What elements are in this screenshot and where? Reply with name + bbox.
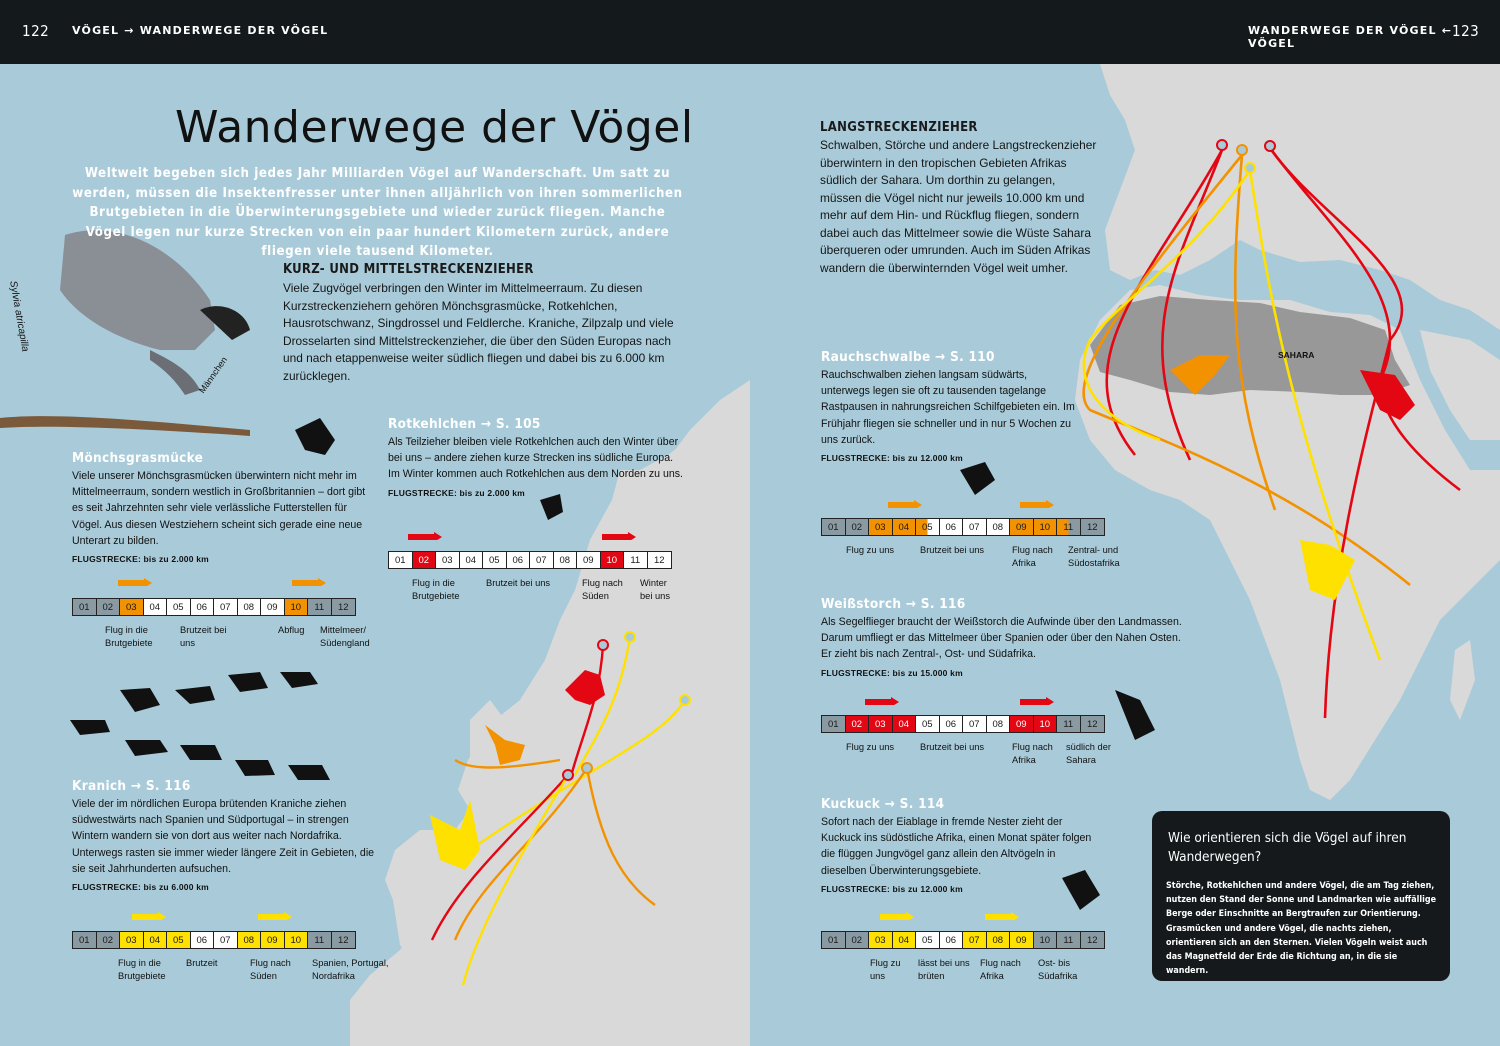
section-kranich [72, 778, 377, 892]
month-strip [72, 931, 356, 949]
lang-text: Schwalben, Störche und andere Langstreckenzieher überwintern in den tropischen Gebieten Afrikas südlich der Sahara. Um dorthin zu gelangen, müssen die Vögel nicht nur jeweils 10.000 km und mehr auf dem Hin- und Rückflug fliegen, sondern dabei auch das Mittelmeer sowie die Wüste Sahara überqueren oder umrunden. Auch im Süden Afrikas wandern die überwinternden Vögel weit umher. [820, 138, 1097, 275]
month-cell: 09 [1010, 519, 1034, 535]
kranich-legend-4: Spanien, Portugal, Nordafrika [312, 958, 389, 981]
sahara-region [1090, 296, 1410, 395]
calendar-moench [72, 598, 356, 616]
month-cell: 10 [285, 599, 309, 615]
kuckuck-title: Kuckuck → S. 114 [821, 796, 945, 812]
storch-flugstrecke: FLUGSTRECKE: bis zu 15.000 km [821, 667, 963, 678]
month-cell: 05 [916, 519, 940, 535]
month-cell: 02 [413, 552, 437, 568]
month-cell: 07 [963, 716, 987, 732]
rotkehl-legend-2: Brutzeit bei uns [486, 578, 551, 588]
arrow-storch-1 [865, 697, 899, 705]
section-moench [72, 450, 367, 564]
month-cell: 04 [144, 932, 168, 948]
month-cell: 09 [261, 599, 285, 615]
section-rotkehl [388, 416, 683, 498]
month-cell: 02 [97, 932, 121, 948]
month-cell: 07 [963, 932, 987, 948]
month-cell: 11 [308, 599, 332, 615]
info-text: Störche, Rotkehlchen und andere Vögel, die am Tag ziehen, nutzen den Stand der Sonne und Landmarken wie auffällige Berge oder Einschnitte an Bergtraufen zur Orientierung. Grasmücken und andere Vögel, die nachts ziehen, orientieren sich an den Sternen. Vielen Vögeln weist auch das Magnetfeld der Erde die Richtung an, in die sie wandern. [1166, 881, 1437, 977]
month-cell: 04 [893, 519, 917, 535]
top-bar [0, 0, 1500, 64]
madagascar [1450, 640, 1475, 720]
month-cell: 02 [97, 599, 121, 615]
month-strip [72, 598, 356, 616]
month-cell: 12 [332, 932, 356, 948]
month-cell: 10 [285, 932, 309, 948]
rotkehl-legend-4: Winter bei uns [640, 578, 670, 601]
calendar-rauch [821, 518, 1105, 536]
calendar-rotkehl [388, 551, 672, 569]
month-cell: 08 [987, 519, 1011, 535]
arrow-kuckuck-1 [880, 912, 914, 920]
section-kuckuck [821, 796, 1101, 894]
page-number-right: 123 [1452, 22, 1480, 40]
month-cell: 07 [963, 519, 987, 535]
month-cell: 11 [1057, 519, 1081, 535]
storch-text: Als Segelflieger braucht der Weißstorch die Aufwinde über den Landmassen. Darum umfliegt er das Mittelmeer über Spanien oder über den Nahen Osten. Er zieht bis nach Zentral-, Ost- und Südafrika. [821, 616, 1182, 661]
sahara-label: SAHARA [1278, 350, 1315, 360]
month-cell: 01 [389, 552, 413, 568]
arrow-rotkehl-2 [602, 532, 636, 540]
month-cell: 08 [238, 932, 262, 948]
arrow-rauch-1 [888, 500, 922, 508]
month-cell: 08 [554, 552, 578, 568]
month-cell: 07 [530, 552, 554, 568]
month-cell: 05 [167, 932, 191, 948]
month-cell: 08 [987, 716, 1011, 732]
storch-legend-3: Flug nach Afrika [1012, 742, 1053, 765]
kuckuck-flugstrecke: FLUGSTRECKE: bis zu 12.000 km [821, 883, 963, 894]
rauch-title: Rauchschwalbe → S. 110 [821, 349, 995, 365]
page-number-left: 122 [22, 22, 50, 40]
month-cell: 12 [1081, 716, 1105, 732]
month-cell: 09 [577, 552, 601, 568]
kranich-legend-2: Brutzeit [186, 958, 218, 968]
info-box [1152, 811, 1450, 981]
section-storch [821, 596, 1186, 678]
rauch-flugstrecke: FLUGSTRECKE: bis zu 12.000 km [821, 453, 963, 464]
month-cell: 10 [601, 552, 625, 568]
kuckuck-legend-1: Flug zu uns [870, 958, 901, 981]
breadcrumb-right: WANDERWEGE DER VÖGEL ← VÖGEL [1248, 24, 1453, 50]
month-cell: 09 [261, 932, 285, 948]
month-cell: 05 [483, 552, 507, 568]
rotkehl-legend-1: Flug in die Brutgebiete [412, 578, 460, 601]
month-cell: 10 [1034, 716, 1058, 732]
calendar-storch [821, 715, 1105, 733]
month-cell: 08 [987, 932, 1011, 948]
month-cell: 08 [238, 599, 262, 615]
lang-section [820, 120, 1100, 277]
month-cell: 09 [1010, 716, 1034, 732]
arrow-kranich-2 [258, 912, 292, 920]
rotkehl-title: Rotkehlchen → S. 105 [388, 416, 541, 432]
rotkehl-flugstrecke: FLUGSTRECKE: bis zu 2.000 km [388, 487, 525, 498]
calendar-kuckuck [821, 931, 1105, 949]
arrow-moench-1 [118, 578, 152, 586]
month-cell: 11 [624, 552, 648, 568]
kranich-flugstrecke: FLUGSTRECKE: bis zu 6.000 km [72, 882, 209, 893]
month-cell: 07 [214, 932, 238, 948]
month-cell: 01 [73, 599, 97, 615]
kranich-legend-1: Flug in die Brutgebiete [118, 958, 166, 981]
month-cell: 12 [1081, 519, 1105, 535]
month-cell: 01 [73, 932, 97, 948]
kurz-section [283, 262, 693, 385]
month-cell: 03 [869, 519, 893, 535]
month-cell: 03 [869, 716, 893, 732]
month-cell: 04 [893, 716, 917, 732]
month-cell: 06 [940, 519, 964, 535]
month-cell: 12 [332, 599, 356, 615]
month-strip [821, 518, 1105, 536]
month-cell: 03 [120, 932, 144, 948]
month-cell: 03 [120, 599, 144, 615]
month-strip [821, 931, 1105, 949]
month-cell: 03 [869, 932, 893, 948]
calendar-kranich [72, 931, 356, 949]
kurz-text: Viele Zugvögel verbringen den Winter im Mittelmeerraum. Zu diesen Kurzstreckenziehern gehören Mönchsgrasmücke, Rotkehlchen, Hausrotschwanz, Singdrossel und Feldlerche. Kraniche, Zilpzalp und viele Drosselarten sind Mittelstreckenzieher, die über den Süden Europas nach und nach etappenweise weiter südlich fliegen und dabei bis zu 6.000 km zurücklegen. [283, 281, 674, 383]
rotkehl-text: Als Teilzieher bleiben viele Rotkehlchen auch den Winter über bei uns – andere ziehen kurze Strecken ins südliche Europa. Im Winter kommen auch Rotkehlchen aus dem Norden zu uns. [388, 436, 683, 481]
rotkehl-legend-3: Flug nach Süden [582, 578, 623, 601]
rauch-legend-4: Zentral- und Südostafrika [1068, 545, 1120, 568]
storch-legend-1: Flug zu uns [846, 742, 895, 752]
storch-legend-2: Brutzeit bei uns [920, 742, 985, 752]
month-cell: 01 [822, 519, 846, 535]
page-title: Wanderwege der Vögel [175, 102, 694, 153]
moench-legend-4: Mittelmeer/ Südengland [320, 625, 370, 648]
month-cell: 07 [214, 599, 238, 615]
month-cell: 02 [846, 519, 870, 535]
month-cell: 03 [436, 552, 460, 568]
species-label: Sylvia atricapilla [7, 280, 31, 353]
moench-title: Mönchsgrasmücke [72, 450, 204, 466]
section-rauch [821, 349, 1076, 463]
month-cell: 04 [460, 552, 484, 568]
info-heading: Wie orientieren sich die Vögel auf ihren Wanderwegen? [1168, 830, 1407, 865]
month-cell: 04 [144, 599, 168, 615]
month-cell: 06 [191, 599, 215, 615]
kranich-text: Viele der im nördlichen Europa brütenden Kraniche ziehen südwestwärts nach Spanien und Südportugal – in strengen Wintern wandern sie von dort aus weiter nach Nordafrika. Unterwegs rasten sie immer wieder längere Zeit in Gebieten, die sie seit Jahrhunderten aufsuchen. [72, 798, 375, 875]
month-cell: 11 [1057, 932, 1081, 948]
arrow-storch-2 [1020, 697, 1054, 705]
month-cell: 01 [822, 716, 846, 732]
month-strip [821, 715, 1105, 733]
month-cell: 05 [167, 599, 191, 615]
rauch-legend-3: Flug nach Afrika [1012, 545, 1053, 568]
rauch-legend-2: Brutzeit bei uns [920, 545, 985, 555]
moench-legend-2: Brutzeit bei uns [180, 625, 227, 648]
lang-heading: LANGSTRECKENZIEHER [820, 120, 978, 135]
month-cell: 12 [648, 552, 672, 568]
month-cell: 12 [1081, 932, 1105, 948]
month-cell: 06 [940, 932, 964, 948]
arrow-rotkehl-1 [408, 532, 442, 540]
intro-text: Weltweit begeben sich jedes Jahr Milliarden Vögel auf Wanderschaft. Um satt zu werden, müssen die Insektenfresser unter ihnen alljährlich von ihren sommerlichen Brutgebieten in die Überwinterungsgebiete und wieder zurück fliegen. Manche Vögel legen nur kurze Strecken von ein paar hundert Kilometern zurück, andere fliegen viele tausend Kilometer. [72, 166, 683, 259]
kurz-heading: KURZ- UND MITTELSTRECKENZIEHER [283, 262, 534, 277]
month-cell: 11 [308, 932, 332, 948]
month-strip [388, 551, 672, 569]
arrow-kranich-1 [132, 912, 166, 920]
month-cell: 02 [846, 716, 870, 732]
month-cell: 10 [1034, 932, 1058, 948]
kranich-legend-3: Flug nach Süden [250, 958, 291, 981]
month-cell: 10 [1034, 519, 1058, 535]
month-cell: 05 [916, 716, 940, 732]
moench-text: Viele unserer Mönchsgrasmücken überwintern nicht mehr im Mittelmeerraum, sondern westlich in Großbritannien – dort gibt es seit Jahrzehnten sehr viele verlässliche Futterstellen für Vögel. Aus diesen Westziehern scheint sich gerade eine neue Unterart zu bilden. [72, 470, 366, 547]
month-cell: 09 [1010, 932, 1034, 948]
arrow-rauch-2 [1020, 500, 1054, 508]
kuckuck-legend-2: lässt bei uns brüten [918, 958, 970, 981]
month-cell: 01 [822, 932, 846, 948]
moench-flugstrecke: FLUGSTRECKE: bis zu 2.000 km [72, 554, 209, 565]
arrow-moench-2 [292, 578, 326, 586]
breadcrumb-left: VÖGEL → WANDERWEGE DER VÖGEL [72, 24, 329, 37]
kuckuck-legend-4: Ost- bis Südafrika [1038, 958, 1078, 981]
storch-title: Weißstorch → S. 116 [821, 596, 966, 612]
month-cell: 06 [191, 932, 215, 948]
month-cell: 11 [1057, 716, 1081, 732]
kuckuck-text: Sofort nach der Eiablage in fremde Nester zieht der Kuckuck ins südöstliche Afrika, einen Monat später folgen die flüggen Jungvögel ganz allein den Altvögeln in dieselben Überwinterungsgebiete. [821, 816, 1092, 877]
month-cell: 06 [507, 552, 531, 568]
month-cell: 04 [893, 932, 917, 948]
moench-legend-3: Abflug [278, 625, 305, 635]
rauch-text: Rauchschwalben ziehen langsam südwärts, unterwegs legen sie oft zu tausenden tagelange Rastpausen in nahrungsreichen Schilfgebieten ein. Im Frühjahr fliegen sie schneller und in nur 5 Wochen zu uns zurück. [821, 369, 1075, 446]
arrow-kuckuck-2 [985, 912, 1019, 920]
month-cell: 02 [846, 932, 870, 948]
kuckuck-legend-3: Flug nach Afrika [980, 958, 1021, 981]
month-cell: 05 [916, 932, 940, 948]
moench-legend-1: Flug in die Brutgebiete [105, 625, 153, 648]
storch-legend-4: südlich der Sahara [1066, 742, 1111, 765]
month-cell: 06 [940, 716, 964, 732]
kranich-title: Kranich → S. 116 [72, 778, 191, 794]
sex-label: Männchen [196, 354, 230, 396]
rauch-legend-1: Flug zu uns [846, 545, 895, 555]
